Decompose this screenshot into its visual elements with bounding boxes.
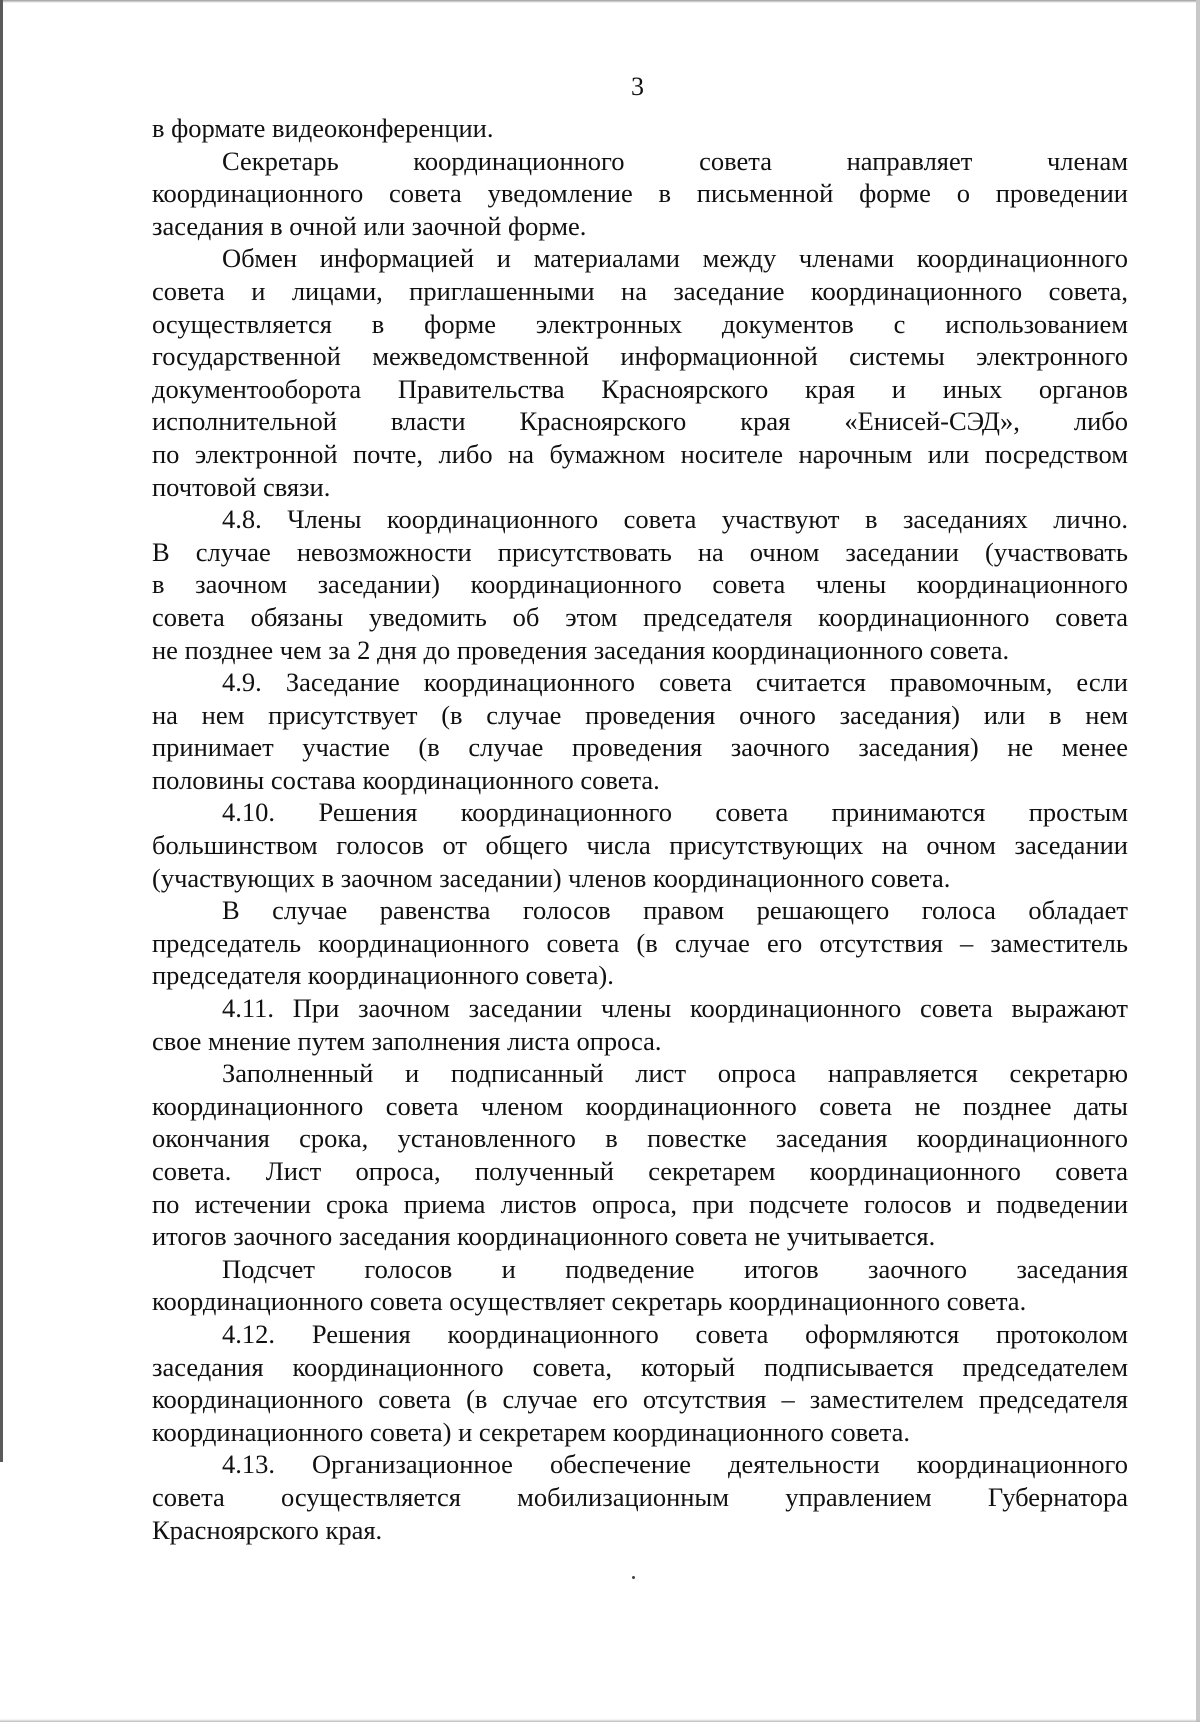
text-line: по истечении срока приема листов опроса, при подсчете голосов и подведении bbox=[152, 1188, 1128, 1219]
text-line: заседания координационного совета, который подписывается председателем bbox=[152, 1351, 1128, 1382]
text-line: свое мнение путем заполнения листа опроса. bbox=[152, 1025, 662, 1056]
text-line: координационного совета уведомление в письменной форме о проведении bbox=[152, 178, 1128, 209]
text-line: окончания срока, установленного в повестке заседания координационного bbox=[152, 1123, 1128, 1154]
text-line: документооборота Правительства Красноярского края и иных органов bbox=[152, 373, 1128, 404]
text-line: председатель координационного совета (в случае его отсутствия – заместитель bbox=[152, 927, 1128, 958]
scan-edge-top bbox=[0, 0, 1200, 3]
text-line: совета обязаны уведомить об этом председателя координационного совета bbox=[152, 601, 1128, 632]
text-line: почтовой связи. bbox=[152, 471, 331, 502]
text-line: председателя координационного совета). bbox=[152, 960, 614, 991]
text-line: Обмен информацией и материалами между членами координационного bbox=[222, 243, 1128, 274]
text-line: 4.10. Решения координационного совета принимаются простым bbox=[222, 797, 1128, 828]
text-line: координационного совета (в случае его отсутствия – заместителем председателя bbox=[152, 1384, 1128, 1415]
text-line: итогов заочного заседания координационного совета не учитывается. bbox=[152, 1221, 936, 1252]
text-line: совета и лицами, приглашенными на заседание координационного совета, bbox=[152, 275, 1128, 306]
text-line: совета. Лист опроса, полученный секретарем координационного совета bbox=[152, 1156, 1128, 1186]
text-line: большинством голосов от общего числа присутствующих на очном заседании bbox=[152, 830, 1128, 861]
text-line: 4.13. Организационное обеспечение деятельности координационного bbox=[222, 1449, 1128, 1480]
text-line: по электронной почте, либо на бумажном носителе нарочным или посредством bbox=[152, 438, 1128, 469]
text-line: 4.11. При заочном заседании члены координационного совета выражают bbox=[222, 993, 1128, 1024]
scan-speck bbox=[632, 1576, 635, 1579]
text-line: государственной межведомственной информационной системы электронного bbox=[152, 341, 1128, 372]
text-line: на нем присутствует (в случае проведения очного заседания) или в нем bbox=[152, 699, 1128, 730]
document-body bbox=[152, 112, 1128, 1546]
text-line: в формате видеоконференции. bbox=[152, 113, 494, 143]
text-line: (участвующих в заочном заседании) членов координационного совета. bbox=[152, 862, 951, 893]
text-line: заседания в очной или заочной форме. bbox=[152, 210, 587, 241]
text-line: 4.8. Члены координационного совета участвуют в заседаниях лично. bbox=[222, 504, 1128, 535]
text-line: В случае невозможности присутствовать на очном заседании (участвовать bbox=[152, 536, 1128, 567]
scan-edge-right bbox=[1196, 0, 1200, 1722]
text-line: осуществляется в форме электронных документов с использованием bbox=[152, 308, 1128, 339]
text-line: в заочном заседании) координационного совета члены координационного bbox=[152, 569, 1128, 600]
text-line: Секретарь координационного совета направляет членам bbox=[222, 145, 1128, 176]
text-line: 4.9. Заседание координационного совета считается правомочным, если bbox=[222, 667, 1128, 698]
text-line: координационного совета осуществляет секретарь координационного совета. bbox=[152, 1286, 1027, 1317]
text-line: координационного совета) и секретарем координационного совета. bbox=[152, 1416, 910, 1447]
text-line: половины состава координационного совета. bbox=[152, 764, 660, 795]
text-line: Подсчет голосов и подведение итогов заочного заседания bbox=[222, 1253, 1128, 1284]
page-number: 3 bbox=[631, 72, 644, 101]
text-line: координационного совета членом координационного совета не позднее даты bbox=[152, 1090, 1128, 1121]
text-line: 4.12. Решения координационного совета оформляются протоколом bbox=[222, 1318, 1128, 1349]
text-line: не позднее чем за 2 дня до проведения заседания координационного совета. bbox=[152, 634, 1010, 665]
text-line: Заполненный и подписанный лист опроса направляется секретарю bbox=[222, 1058, 1128, 1089]
scan-edge-left bbox=[0, 0, 3, 1462]
text-line: исполнительной власти Красноярского края «Енисей-СЭД», либо bbox=[152, 406, 1128, 437]
text-line: совета осуществляется мобилизационным управлением Губернатора bbox=[152, 1481, 1128, 1512]
text-line: Красноярского края. bbox=[152, 1514, 383, 1545]
text-line: принимает участие (в случае проведения заочного заседания) не менее bbox=[152, 732, 1128, 763]
text-line: В случае равенства голосов правом решающего голоса обладает bbox=[222, 895, 1128, 926]
